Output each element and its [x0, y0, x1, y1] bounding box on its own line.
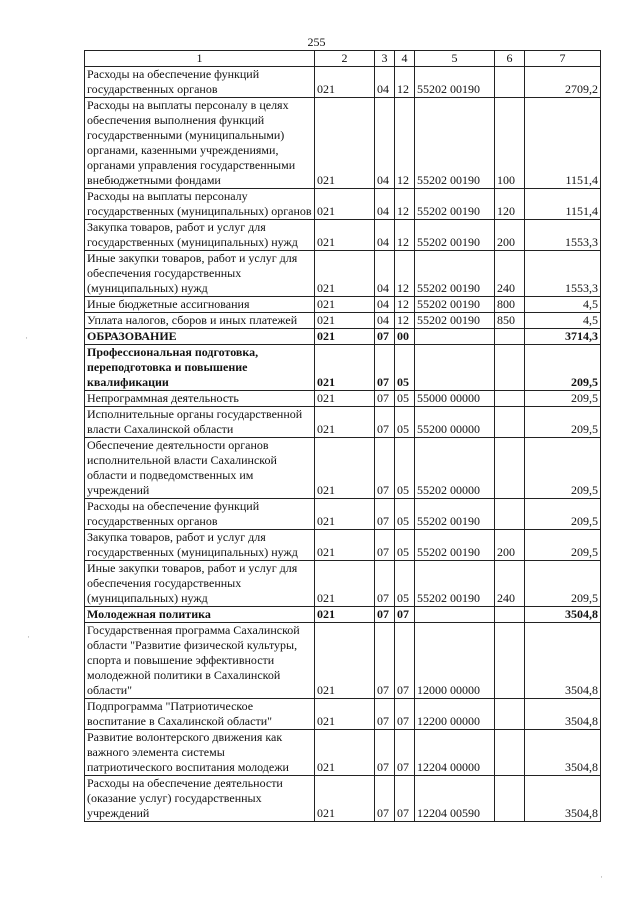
code-cell: 04: [375, 297, 395, 313]
table-row: [85, 776, 601, 822]
code-cell: [495, 499, 525, 530]
code-cell: 55202 00190: [415, 98, 495, 189]
code-cell: 07: [375, 730, 395, 776]
code-cell: [495, 699, 525, 730]
row-label: Расходы на обеспечение деятельности (оказание услуг) государственных учреждений: [85, 776, 315, 822]
code-cell: 04: [375, 67, 395, 98]
table-row: [85, 98, 601, 189]
row-label: Закупка товаров, работ и услуг для государственных (муниципальных) нужд: [85, 220, 315, 251]
code-cell: 021: [315, 297, 375, 313]
code-cell: 021: [315, 607, 375, 623]
code-cell: 07: [375, 776, 395, 822]
code-cell: 07: [375, 329, 395, 345]
amount-cell: 209,5: [525, 561, 601, 607]
table-row: [85, 329, 601, 345]
code-cell: 07: [375, 407, 395, 438]
row-label: Иные закупки товаров, работ и услуг для обеспечения государственных (муниципальных) нужд: [85, 561, 315, 607]
code-cell: 55202 00190: [415, 313, 495, 329]
code-cell: 12: [395, 98, 415, 189]
amount-cell: 1151,4: [525, 98, 601, 189]
code-cell: 12: [395, 313, 415, 329]
code-cell: 07: [375, 530, 395, 561]
code-cell: 04: [375, 251, 395, 297]
code-cell: 07: [375, 607, 395, 623]
code-cell: 240: [495, 561, 525, 607]
amount-cell: 1553,3: [525, 251, 601, 297]
row-label: Исполнительные органы государственной власти Сахалинской области: [85, 407, 315, 438]
code-cell: 100: [495, 98, 525, 189]
code-cell: 021: [315, 699, 375, 730]
row-label: Расходы на выплаты персоналу государственных (муниципальных) органов: [85, 189, 315, 220]
code-cell: 021: [315, 98, 375, 189]
column-header: 1: [85, 51, 315, 67]
code-cell: 07: [395, 730, 415, 776]
code-cell: 04: [375, 98, 395, 189]
code-cell: 05: [395, 391, 415, 407]
code-cell: 55202 00190: [415, 530, 495, 561]
amount-cell: 209,5: [525, 499, 601, 530]
code-cell: [415, 345, 495, 391]
table-row: [85, 530, 601, 561]
code-cell: 12204 00000: [415, 730, 495, 776]
code-cell: 12: [395, 67, 415, 98]
code-cell: [495, 623, 525, 699]
code-cell: 07: [395, 776, 415, 822]
amount-cell: 3504,8: [525, 699, 601, 730]
table-row: [85, 297, 601, 313]
amount-cell: 209,5: [525, 530, 601, 561]
table-row: [85, 67, 601, 98]
code-cell: 07: [375, 345, 395, 391]
code-cell: 00: [395, 329, 415, 345]
code-cell: 04: [375, 220, 395, 251]
scan-speck: ·: [27, 632, 30, 642]
code-cell: 07: [395, 623, 415, 699]
code-cell: 55202 00190: [415, 297, 495, 313]
code-cell: 04: [375, 313, 395, 329]
table-row: [85, 607, 601, 623]
table-row: [85, 623, 601, 699]
amount-cell: 1553,3: [525, 220, 601, 251]
column-header: 7: [525, 51, 601, 67]
code-cell: 55202 00190: [415, 189, 495, 220]
code-cell: 12: [395, 297, 415, 313]
row-label: Развитие волонтерского движения как важного элемента системы патриотического воспитания молодежи: [85, 730, 315, 776]
code-cell: 04: [375, 189, 395, 220]
row-label: Непрограммная деятельность: [85, 391, 315, 407]
code-cell: [415, 329, 495, 345]
row-label: Расходы на обеспечение функций государственных органов: [85, 499, 315, 530]
code-cell: 021: [315, 561, 375, 607]
code-cell: 05: [395, 438, 415, 499]
row-label: Уплата налогов, сборов и иных платежей: [85, 313, 315, 329]
table-row: [85, 391, 601, 407]
code-cell: 07: [375, 438, 395, 499]
row-label: Закупка товаров, работ и услуг для государственных (муниципальных) нужд: [85, 530, 315, 561]
table-row: [85, 407, 601, 438]
code-cell: 200: [495, 530, 525, 561]
code-cell: 07: [375, 499, 395, 530]
code-cell: 12: [395, 220, 415, 251]
code-cell: [495, 391, 525, 407]
table-row: [85, 730, 601, 776]
code-cell: 55202 00190: [415, 561, 495, 607]
code-cell: 021: [315, 329, 375, 345]
code-cell: [495, 438, 525, 499]
table-row: [85, 189, 601, 220]
amount-cell: 1151,4: [525, 189, 601, 220]
budget-table: [84, 50, 601, 822]
table-header-row: [85, 51, 601, 67]
row-label: Иные бюджетные ассигнования: [85, 297, 315, 313]
code-cell: 120: [495, 189, 525, 220]
code-cell: 55202 00190: [415, 251, 495, 297]
code-cell: 021: [315, 499, 375, 530]
row-label: Государственная программа Сахалинской области "Развитие физической культуры, спорта и повышение эффективности молодежной политики в Сахалинской области": [85, 623, 315, 699]
code-cell: 12: [395, 189, 415, 220]
row-label: Подпрограмма "Патриотическое воспитание в Сахалинской области": [85, 699, 315, 730]
code-cell: 55202 00190: [415, 220, 495, 251]
code-cell: 05: [395, 499, 415, 530]
table-row: [85, 699, 601, 730]
amount-cell: 4,5: [525, 297, 601, 313]
code-cell: [495, 67, 525, 98]
code-cell: 021: [315, 730, 375, 776]
code-cell: 07: [375, 699, 395, 730]
amount-cell: 3504,8: [525, 776, 601, 822]
code-cell: 200: [495, 220, 525, 251]
code-cell: 021: [315, 391, 375, 407]
row-label: Иные закупки товаров, работ и услуг для обеспечения государственных (муниципальных) нужд: [85, 251, 315, 297]
code-cell: 05: [395, 407, 415, 438]
code-cell: 07: [375, 623, 395, 699]
scan-speck: ·: [600, 872, 603, 882]
code-cell: 07: [395, 607, 415, 623]
row-label: ОБРАЗОВАНИЕ: [85, 329, 315, 345]
code-cell: 021: [315, 530, 375, 561]
code-cell: 021: [315, 251, 375, 297]
table-row: [85, 220, 601, 251]
code-cell: 021: [315, 438, 375, 499]
column-header: 3: [375, 51, 395, 67]
code-cell: 55202 00000: [415, 438, 495, 499]
table-row: [85, 499, 601, 530]
code-cell: 850: [495, 313, 525, 329]
code-cell: 800: [495, 297, 525, 313]
column-header: 4: [395, 51, 415, 67]
code-cell: 12: [395, 251, 415, 297]
table-row: [85, 345, 601, 391]
amount-cell: 2709,2: [525, 67, 601, 98]
code-cell: 55000 00000: [415, 391, 495, 407]
amount-cell: 209,5: [525, 407, 601, 438]
code-cell: 12000 00000: [415, 623, 495, 699]
table-row: [85, 251, 601, 297]
column-header: 5: [415, 51, 495, 67]
amount-cell: 3504,8: [525, 623, 601, 699]
code-cell: 021: [315, 776, 375, 822]
code-cell: 07: [375, 561, 395, 607]
row-label: Молодежная политика: [85, 607, 315, 623]
code-cell: [495, 607, 525, 623]
code-cell: 021: [315, 189, 375, 220]
code-cell: [495, 407, 525, 438]
code-cell: 05: [395, 561, 415, 607]
code-cell: 240: [495, 251, 525, 297]
page-number: 255: [307, 35, 326, 49]
code-cell: 05: [395, 530, 415, 561]
row-label: Расходы на выплаты персоналу в целях обеспечения выполнения функций государственными (муниципальными) органами, казенными учреждениями, органами управления государственными внебюджетными фондами: [85, 98, 315, 189]
table-row: [85, 313, 601, 329]
row-label: Обеспечение деятельности органов исполнительной власти Сахалинской области и подведомственных им учреждений: [85, 438, 315, 499]
code-cell: 12204 00590: [415, 776, 495, 822]
code-cell: 55202 00190: [415, 67, 495, 98]
amount-cell: 3504,8: [525, 730, 601, 776]
code-cell: 55202 00190: [415, 499, 495, 530]
code-cell: [495, 345, 525, 391]
code-cell: [495, 730, 525, 776]
amount-cell: 209,5: [525, 438, 601, 499]
code-cell: 021: [315, 313, 375, 329]
amount-cell: 3714,3: [525, 329, 601, 345]
code-cell: 021: [315, 623, 375, 699]
table-row: [85, 561, 601, 607]
code-cell: 07: [395, 699, 415, 730]
scan-speck: ·: [25, 333, 28, 343]
code-cell: [415, 607, 495, 623]
code-cell: 05: [395, 345, 415, 391]
code-cell: 07: [375, 391, 395, 407]
code-cell: 55200 00000: [415, 407, 495, 438]
row-label: Профессиональная подготовка, переподготовка и повышение квалификации: [85, 345, 315, 391]
code-cell: 021: [315, 407, 375, 438]
amount-cell: 209,5: [525, 345, 601, 391]
row-label: Расходы на обеспечение функций государственных органов: [85, 67, 315, 98]
code-cell: 021: [315, 67, 375, 98]
code-cell: 021: [315, 345, 375, 391]
amount-cell: 209,5: [525, 391, 601, 407]
code-cell: 021: [315, 220, 375, 251]
amount-cell: 3504,8: [525, 607, 601, 623]
column-header: 6: [495, 51, 525, 67]
amount-cell: 4,5: [525, 313, 601, 329]
code-cell: 12200 00000: [415, 699, 495, 730]
code-cell: [495, 329, 525, 345]
table-row: [85, 438, 601, 499]
code-cell: [495, 776, 525, 822]
column-header: 2: [315, 51, 375, 67]
